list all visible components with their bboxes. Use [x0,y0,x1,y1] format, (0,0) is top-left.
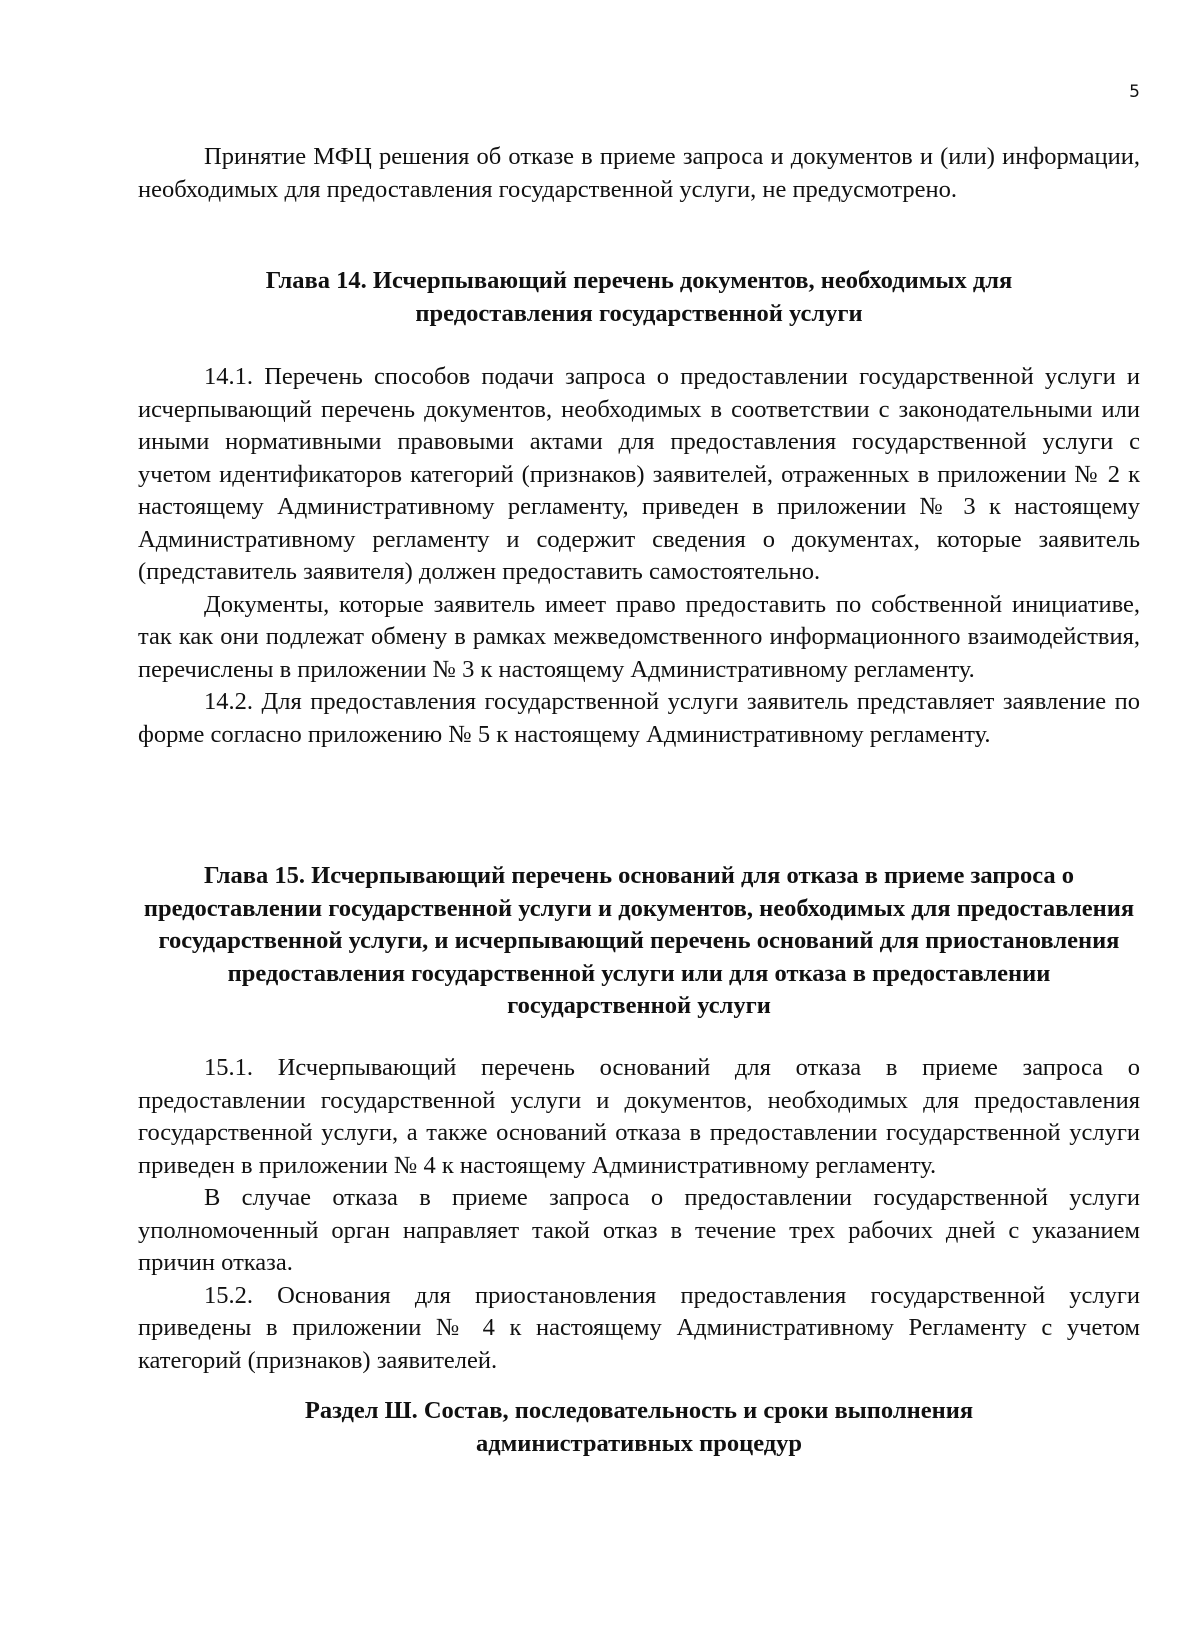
page-number: 5 [1129,82,1140,102]
chapter-14-title: Глава 14. Исчерпывающий перечень документов, необходимых для предоставления государственной услуги [265,267,1013,327]
chapter-15-body [138,1052,1140,1377]
paragraph-14-1-docs: Документы, которые заявитель имеет право предоставить по собственной инициативе, так как они подлежат обмену в рамках межведомственного информационного взаимодействия, перечислены в приложении № 3 к настоящему Административному регламенту. [138,590,1140,683]
section-3-heading [138,1395,1140,1460]
chapter-15-title: Глава 15. Исчерпывающий перечень оснований для отказа в приеме запроса о предоставлении государственной услуги и документов, необходимых для предоставления государственной услуги, и исчерпывающий перечень оснований для приостановления предоставления государственной услуги или для отказа в предоставлении государственной услуги [143,862,1135,1019]
paragraph-15-2: 15.2. Основания для приостановления предоставления государственной услуги приведены в приложении № 4 к настоящему Административному Регламенту с учетом категорий (признаков) заявителей. [138,1281,1140,1374]
paragraph-14-2: 14.2. Для предоставления государственной услуги заявитель представляет заявление по форме согласно приложению № 5 к настоящему Административному регламенту. [138,688,1140,748]
paragraph-15-1-refusal: В случае отказа в приеме запроса о предоставлении государственной услуги уполномоченный орган направляет такой отказ в течение трех рабочих дней с указанием причин отказа. [138,1184,1140,1276]
paragraph-14-1: 14.1. Перечень способов подачи запроса о предоставлении государственной услуги и исчерпывающий перечень документов, необходимых в соответствии с законодательными или иными нормативными правовыми актами для предоставления государственной услуги с учетом идентификаторов категорий (признаков) заявителей, отраженных в приложении № 2 к настоящему Административному регламенту, приведен в приложении № 3 к настоящему Административному регламенту и содержит сведения о документах, которые заявитель (представитель заявителя) должен предоставить самостоятельно. [138,363,1140,585]
paragraph-15-1: 15.1. Исчерпывающий перечень оснований для отказа в приеме запроса о предоставлении государственной услуги и документов, необходимых для предоставления государственной услуги, а также оснований отказа в предоставлении государственной услуги приведен в приложении № 4 к настоящему Административному регламенту. [138,1054,1140,1179]
section-3-title: Раздел Ш. Состав, последовательность и сроки выполнения административных процедур [304,1397,974,1457]
intro-section [138,141,1140,206]
intro-paragraph: Принятие МФЦ решения об отказе в приеме запроса и документов и (или) информации, необходимых для предоставления государственной услуги, не предусмотрено. [138,143,1140,203]
chapter-15-heading [138,860,1140,1023]
chapter-14-heading [138,265,1140,330]
chapter-14-body [138,361,1140,751]
